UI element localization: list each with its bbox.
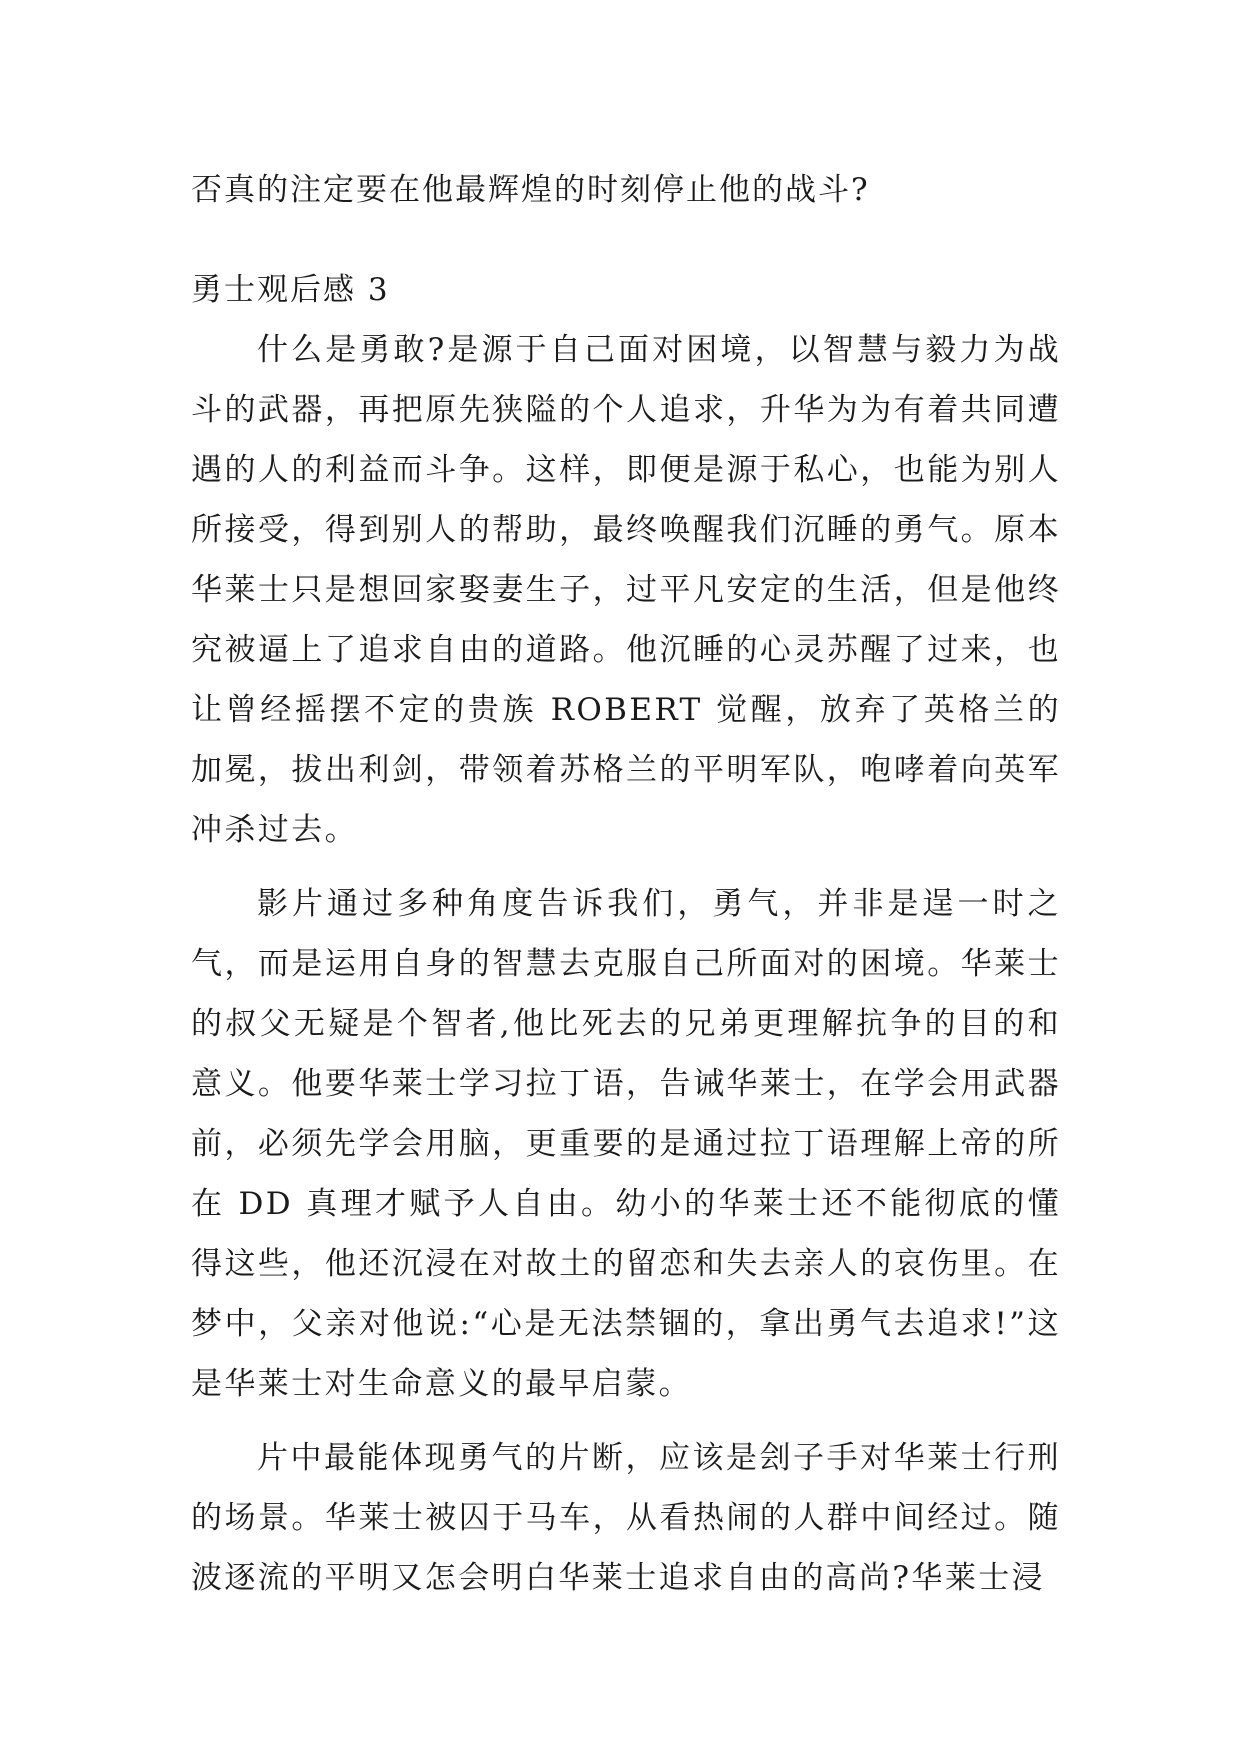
- section-heading: 勇士观后感 3: [191, 272, 390, 308]
- continuation-line: 否真的注定要在他最辉煌的时刻停止他的战斗?: [191, 172, 870, 208]
- paragraph-1: 什么是勇敢?是源于自己面对困境，以智慧与毅力为战斗的武器，再把原先狭隘的个人追求，升华为为有着共同遭遇的人的利益而斗争。这样，即便是源于私心，也能为别人所接受，得到别人的帮助，最终唤醒我们沉睡的勇气。原本华莱士只是想回家娶妻生子，过平凡安定的生活，但是他终究被逼上了追求自由的道路。他沉睡的心灵苏醒了过来，也让曾经摇摆不定的贵族 ROBERT 觉醒，放弃了英格兰的加冕，拔出利剑，带领着苏格兰的平明军队，咆哮着向英军冲杀过去。: [191, 332, 1061, 848]
- paragraph-3: 片中最能体现勇气的片断，应该是刽子手对华莱士行刑的场景。华莱士被囚于马车，从看热闹的人群中间经过。随波逐流的平明又怎会明白华莱士追求自由的高尚?华莱士浸: [191, 1440, 1061, 1596]
- spacer: [191, 1414, 1061, 1428]
- spacer: [191, 860, 1061, 874]
- spacer: [191, 220, 1061, 260]
- paragraph-2: 影片通过多种角度告诉我们，勇气，并非是逞一时之气，而是运用自身的智慧去克服自己所面对的困境。华莱士的叔父无疑是个智者,他比死去的兄弟更理解抗争的目的和意义。他要华莱士学习拉丁语，告诫华莱士，在学会用武器前，必须先学会用脑，更重要的是通过拉丁语理解上帝的所在 DD 真理才赋予人自由。幼小的华莱士还不能彻底的懂得这些，他还沉浸在对故土的留恋和失去亲人的哀伤里。在梦中，父亲对他说:“心是无法禁锢的，拿出勇气去追求!”这是华莱士对生命意义的最早启蒙。: [191, 886, 1061, 1402]
- document-body: [191, 160, 1061, 1608]
